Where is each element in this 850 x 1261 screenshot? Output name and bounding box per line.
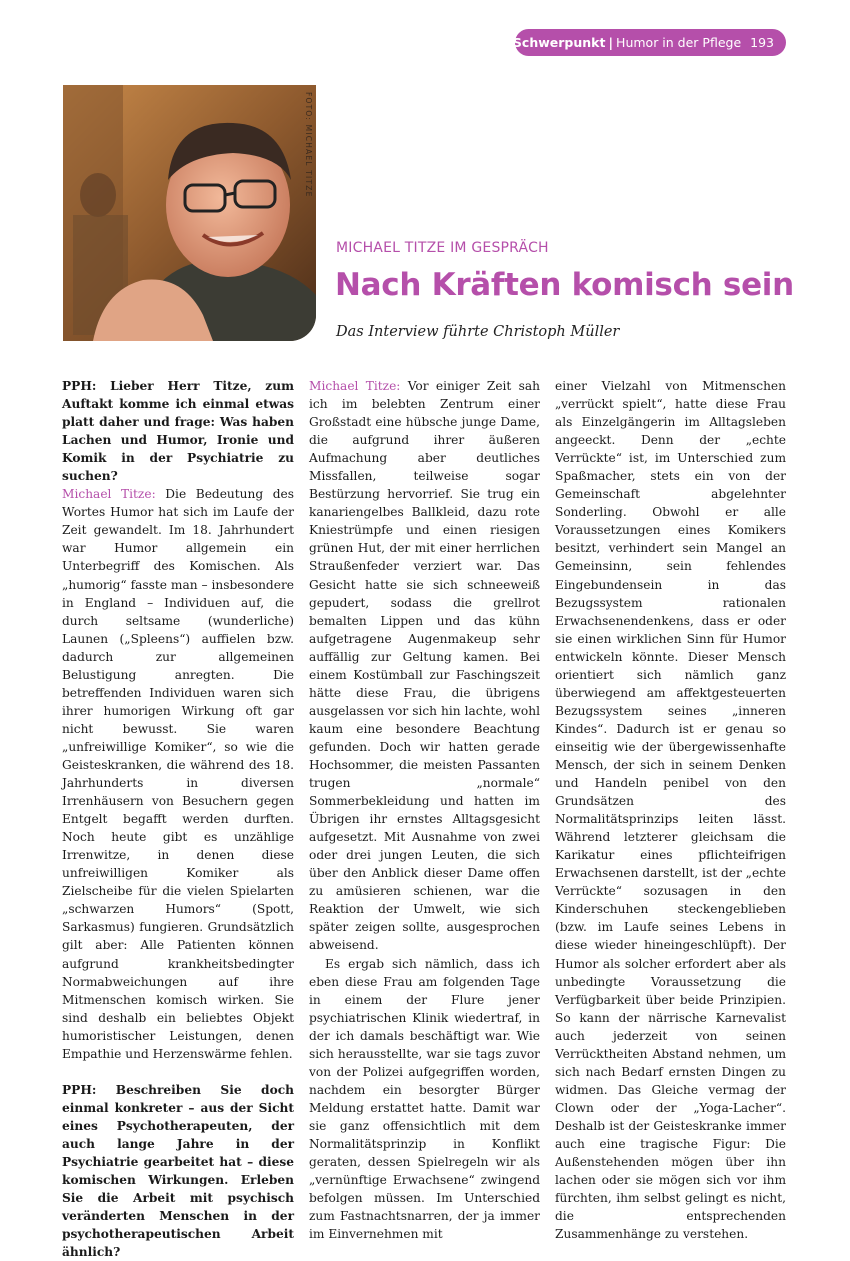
speaker-label: Michael Titze:: [309, 379, 401, 393]
page-number: 193: [750, 35, 774, 50]
header-section: Schwerpunkt: [512, 35, 606, 50]
interview-question-2: PPH: Beschreiben Sie doch einmal konkreter – aus der Sicht eines Psychotherapeuten, der auch lange Jahre in der Psychiatrie gearbeitet hat – diese komischen Wirkungen. Erleben Sie die Arbeit mit psychisch veränderten Menschen in der psychotherapeutischen Arbeit ähnlich?: [62, 1082, 294, 1260]
header-topic: Humor in der Pflege: [616, 35, 742, 50]
answer-paragraph: einer Vielzahl von Mitmenschen „verrückt spielt“, hatte diese Frau als Einzelgängerin im Alltagsleben angeeckt. Denn der „echte Verrückte“ ist, im Unterschied zum Spaßmacher, stets ein von der Gemeinschaft abgelehnter Sonderling. Obwohl er alle Voraussetzungen eines Komikers besitzt, verhindert sein Mangel an Gemeinsinn, sein fehlendes Eingebundensein in das Bezugssystem rationalen Erwachsenendenkens, dass er oder sie einen wirklichen Sinn für Humor entwickeln könnte. Dieser Mensch orientiert sich nämlich ganz überwiegend am affektgesteuerten Bezugssystem seines „inneren Kindes“. Dadurch ist er genau so einseitig wie der übergewissenhafte Mensch, der sich in seinem Denken und Handeln penibel von den Grundsätzen des Normalitätsprinzips leiten lässt. Während letzterer gleichsam die Karikatur eines pflichteifrigen Erwachsenen darstellt, ist der „echte Verrückte“ sozusagen in den Kinderschuhen steckengeblieben (bzw. im Laufe seines Lebens in diese wieder hineingeschlüpft). Der Humor als solcher erfordert aber als unbedingte Voraussetzung die Verfügbarkeit über beide Prinzipien. So kann der närrische Karnevalist auch jederzeit von seinen Verrücktheiten Abstand nehmen, um sich nach Bedarf ernsten Dingen zu widmen. Das Gleiche vermag der Clown oder der „Yoga-Lacher“. Deshalb ist der Geisteskranke immer auch eine tragische Figur: Die Außenstehenden mögen über ihn lachen oder sie mögen sich vor ihm fürchten, ihm selbst gelingt es nicht, die entsprechenden Zusammenhänge zu verstehen.: [555, 379, 786, 1242]
article-kicker: MICHAEL TITZE IM GESPRÄCH: [336, 240, 549, 256]
answer-paragraph: Es ergab sich nämlich, dass ich eben diese Frau am folgenden Tage in einem der Flure jener psychiatrischen Klinik wiedertraf, in der ich damals beschäftigt war. Wie sich herausstellte, war sie tags zuvor von der Polizei aufgegriffen worden, nachdem ein besorgter Bürger Meldung erstattet hatte. Damit war sie ganz offensichtlich mit dem Normalitätsprinzip in Konflikt geraten, dessen Spielregeln wir als „vernünftige Erwachsene“ zwingend befolgen müssen. Im Unterschied zum Fastnachtsnarren, der ja immer im Einvernehmen mit: [309, 956, 540, 1242]
interview-question-1: PPH: Lieber Herr Titze, zum Auftakt komme ich einmal etwas platt daher und frage: Was haben Lachen und Humor, Ironie und Komik in der Psychiatrie zu suchen?: [62, 379, 294, 484]
text-column-3: [555, 377, 786, 1243]
running-header: [512, 29, 786, 56]
answer-text: Die Bedeutung des Wortes Humor hat sich im Laufe der Zeit gewandelt. Im 18. Jahrhundert war Humor allgemein ein Unterbegriff des Komischen. Als „humorig“ fasste man – insbesondere in England – Individuen auf, die durch seltsame (wunderliche) Launen („Spleens“) auffielen bzw. dadurch zur allgemeinen Belustigung anregten. Die betreffenden Individuen waren sich ihrer humorigen Wirkung oft gar nicht bewusst. Sie waren „unfreiwillige Komiker“, so wie die Geisteskranken, die während des 18. Jahrhunderts in diversen Irrenhäusern von Besuchern gegen Entgelt begafft werden durften. Noch heute gibt es unzählige Irrenwitze, in denen diese unfreiwilligen Komiker als Zielscheibe für die vielen Spielarten „schwarzen Humors“ (Spott, Sarkasmus) fungieren. Grundsätzlich gilt aber: Alle Patienten können aufgrund krankheitsbedingter Normabweichungen auf ihre Mitmenschen komisch wirken. Sie sind deshalb ein beliebtes Objekt humoristischer Leistungen, denen Empathie und Herzenswärme fehlen.: [62, 487, 295, 1061]
article-title: Nach Kräften komisch sein: [335, 267, 794, 303]
text-column-2: [309, 377, 540, 1243]
photo-credit: FOTO: MICHAEL TITZE: [304, 92, 313, 198]
speaker-label: Michael Titze:: [62, 487, 156, 502]
interview-answer-1: [62, 485, 294, 1063]
text-column-1: [62, 377, 294, 1261]
interview-answer-2: [309, 377, 540, 955]
article-byline: Das Interview führte Christoph Müller: [336, 324, 620, 340]
portrait-photo: [63, 85, 316, 341]
answer-text: Vor einiger Zeit sah ich im belebten Zentrum einer Großstadt eine hübsche junge Dame, die aufgrund ihrer äußeren Aufmachung aber deutliches Missfallen, teilweise sogar Bestürzung hervorrief. Sie trug ein kanariengelbes Ballkleid, dazu rote Kniestrümpfe und einen riesigen grünen Hut, der mit einer herrlichen Straußenfeder verziert war. Das Gesicht hatte sie sich schneeweiß gepudert, sodass die grellrot bemalten Lippen und das kühn aufgetragene Augenmakeup sehr auffällig zur Geltung kamen. Bei einem Kostümball zur Faschingszeit hätte diese Frau, die übrigens ausgelassen vor sich hin lachte, wohl kaum eine besondere Beachtung gefunden. Doch wir hatten gerade Hochsommer, die meisten Passanten trugen „normale“ Sommerbekleidung und hatten im Übrigen ihr ernstes Alltagsgesicht aufgesetzt. Mit Ausnahme von zwei oder drei jungen Leuten, die sich über den Anblick dieser Dame offen zu amüsieren schienen, war die Reaktion der Umwelt, wie sich später zeigen sollte, ausgesprochen abweisend.: [309, 379, 541, 953]
header-separator: |: [608, 35, 614, 50]
portrait-illustration: [63, 85, 316, 341]
